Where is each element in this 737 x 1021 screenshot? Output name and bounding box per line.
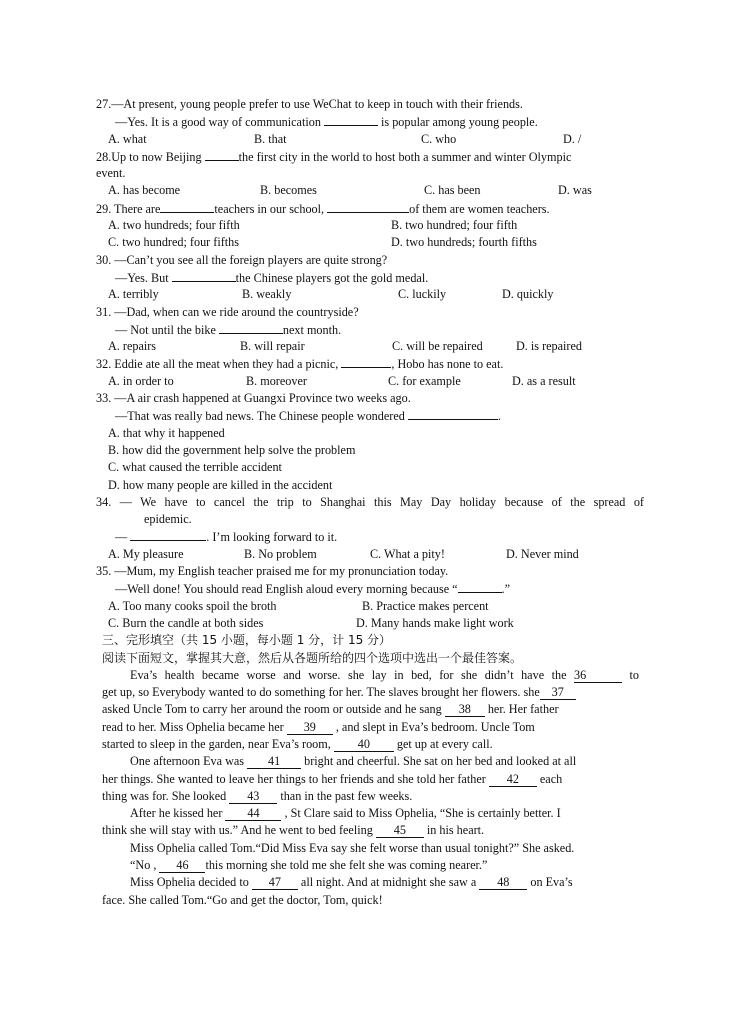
question-35-options-row1	[108, 598, 648, 615]
blank-44[interactable]: 44	[225, 806, 281, 821]
question-34-stem-cont: epidemic.	[144, 512, 192, 527]
option-a[interactable]: A. My pleasure	[108, 546, 184, 561]
passage-line: One afternoon Eva was 41 bright and cheerful. She sat on her bed and looked at all	[130, 754, 577, 769]
blank-46[interactable]: 46	[159, 858, 205, 873]
passage-line: “No , 46 this morning she told me she felt she was coming nearer.”	[130, 858, 488, 873]
option-c[interactable]: C. will be repaired	[392, 339, 483, 354]
option-d[interactable]: D. as a result	[512, 373, 576, 388]
question-27-options	[108, 131, 648, 148]
option-d[interactable]: D. was	[558, 183, 592, 198]
passage-line: After he kissed her 44 , St Clare said to Miss Ophelia, “She is certainly better. I	[130, 806, 561, 821]
question-28	[96, 148, 644, 183]
question-34-response: — . I’m looking forward to it.	[115, 530, 338, 545]
option-b[interactable]: B. becomes	[260, 183, 317, 198]
option-d[interactable]: D. Many hands make light work	[356, 615, 514, 630]
passage-line: Miss Ophelia called Tom.“Did Miss Eva say she felt worse than usual tonight?” She asked.	[130, 840, 575, 855]
option-b[interactable]: B. will repair	[240, 339, 305, 354]
option-b[interactable]: B. moreover	[246, 373, 307, 388]
blank-39[interactable]: 39	[287, 720, 333, 735]
passage-line: Eva’s health became worse and worse. she lay in bed, for she didn’t have the 36 to	[130, 667, 640, 682]
option-b[interactable]: B. that	[254, 131, 287, 146]
blank-36[interactable]: 36	[574, 668, 622, 683]
option-b[interactable]: B. two hundred; four fifth	[391, 218, 518, 233]
passage-line: think she will stay with us.” And he went to bed feeling 45 in his heart.	[102, 823, 485, 838]
question-31	[96, 304, 644, 339]
blank-42[interactable]: 42	[489, 772, 537, 787]
question-30-stem: 30. —Can’t you see all the foreign players are quite strong?	[96, 252, 388, 267]
option-c[interactable]: C. luckily	[398, 287, 447, 302]
passage-line: face. She called Tom.“Go and get the doctor, Tom, quick!	[102, 892, 383, 907]
answer-blank[interactable]	[327, 200, 409, 213]
option-c[interactable]: C. what caused the terrible accident	[108, 460, 282, 475]
option-a[interactable]: A. terribly	[108, 287, 159, 302]
question-28-options	[108, 182, 648, 199]
section-instruction: 阅读下面短文，掌握其大意，然后从各题所给的四个选项中选出一个最佳答案。	[102, 650, 523, 665]
question-27-response: —Yes. It is a good way of communication is popular among young people.	[115, 115, 538, 130]
option-d[interactable]: D. /	[563, 131, 582, 146]
question-35	[96, 563, 644, 598]
answer-blank[interactable]	[205, 148, 239, 161]
question-30-response: —Yes. But the Chinese players got the gold medal.	[115, 270, 429, 285]
answer-blank[interactable]	[130, 528, 206, 541]
question-31-options	[108, 338, 648, 355]
option-d[interactable]: D. two hundreds; fourth fifths	[391, 235, 537, 250]
question-33-response: —That was really bad news. The Chinese people wondered .	[115, 409, 501, 424]
passage-line: started to sleep in the garden, near Eva’s room, 40 get up at every call.	[102, 736, 493, 751]
blank-47[interactable]: 47	[252, 875, 298, 890]
passage-line: asked Uncle Tom to carry her around the room or outside and he sang 38 her. Her father	[102, 702, 559, 717]
answer-blank[interactable]	[160, 200, 214, 213]
question-34-stem: 34. — We have to cancel the trip to Shanghai this May Day holiday because of the spread of	[96, 494, 644, 509]
option-a[interactable]: A. what	[108, 131, 147, 146]
question-30	[96, 252, 644, 287]
blank-40[interactable]: 40	[334, 737, 394, 752]
section-title: 三、完形填空（共 15 小题，每小题 1 分，计 15 分）	[102, 633, 392, 648]
option-c[interactable]: C. What a pity!	[370, 546, 445, 561]
option-b[interactable]: B. Practice makes percent	[362, 598, 489, 613]
question-33	[96, 390, 644, 425]
question-35-response: —Well done! You should read English aloud every morning because “ .”	[115, 582, 511, 597]
passage-line: Miss Ophelia decided to 47 all night. And at midnight she saw a 48 on Eva’s	[130, 875, 573, 890]
question-34	[96, 494, 644, 546]
option-a[interactable]: A. repairs	[108, 339, 157, 354]
answer-blank[interactable]	[458, 580, 502, 593]
option-b[interactable]: B. No problem	[244, 546, 317, 561]
question-32-options	[108, 373, 648, 390]
option-d[interactable]: D. quickly	[502, 287, 554, 302]
question-29-options-row2	[108, 234, 648, 251]
blank-41[interactable]: 41	[247, 754, 301, 769]
question-32-stem: 32. Eddie ate all the meat when they had a picnic, , Hobo has none to eat.	[96, 357, 504, 372]
exam-page	[0, 96, 737, 909]
question-33-stem: 33. —A air crash happened at Guangxi Province two weeks ago.	[96, 391, 411, 406]
question-27-stem: 27.—At present, young people prefer to use WeChat to keep in touch with their friends.	[96, 97, 523, 111]
question-30-options	[108, 286, 648, 303]
option-c[interactable]: C. for example	[388, 373, 461, 388]
question-28-stem: 28.Up to now Beijing the first city in the world to host both a summer and winter Olympic	[96, 149, 572, 164]
option-a[interactable]: A. two hundreds; four fifth	[108, 218, 240, 233]
option-a[interactable]: A. has become	[108, 183, 181, 198]
blank-45[interactable]: 45	[376, 823, 424, 838]
question-35-options-row2	[108, 615, 648, 632]
option-a[interactable]: A. that why it happened	[108, 425, 225, 440]
answer-blank[interactable]	[324, 113, 378, 126]
passage-line: thing was for. She looked 43 than in the past few weeks.	[102, 788, 413, 803]
passage-line: read to her. Miss Ophelia became her 39 , and slept in Eva’s bedroom. Uncle Tom	[102, 719, 535, 734]
blank-38[interactable]: 38	[445, 702, 485, 717]
option-b[interactable]: B. how did the government help solve the problem	[108, 442, 356, 457]
option-c[interactable]: C. two hundred; four fifths	[108, 235, 239, 250]
question-34-options	[108, 546, 648, 563]
passage-line: her things. She wanted to leave her things to her friends and she told her father 42 each	[102, 771, 563, 786]
question-28-stem-cont: event.	[96, 166, 126, 181]
blank-48[interactable]: 48	[479, 875, 527, 890]
answer-blank[interactable]	[219, 321, 283, 334]
blank-37[interactable]: 37	[540, 685, 576, 700]
option-a[interactable]: A. in order to	[108, 373, 174, 388]
blank-43[interactable]: 43	[229, 789, 277, 804]
option-d[interactable]: D. is repaired	[516, 339, 582, 354]
option-c[interactable]: C. Burn the candle at both sides	[108, 615, 264, 630]
question-31-response: — Not until the bike next month.	[115, 322, 342, 337]
option-d[interactable]: D. how many people are killed in the accident	[108, 477, 333, 492]
option-c[interactable]: C. has been	[424, 183, 481, 198]
question-32	[96, 355, 644, 372]
answer-blank[interactable]	[341, 355, 391, 368]
question-35-stem: 35. —Mum, my English teacher praised me for my pronunciation today.	[96, 564, 449, 579]
question-27	[96, 96, 644, 131]
option-b[interactable]: B. weakly	[242, 287, 292, 302]
answer-blank[interactable]	[408, 407, 498, 420]
cloze-passage	[102, 667, 639, 909]
question-29	[96, 200, 644, 217]
question-31-stem: 31. —Dad, when can we ride around the countryside?	[96, 304, 359, 319]
question-29-options-row1	[108, 217, 648, 234]
option-d[interactable]: D. Never mind	[506, 546, 579, 561]
option-c[interactable]: C. who	[421, 131, 457, 146]
answer-blank[interactable]	[172, 269, 236, 282]
option-a[interactable]: A. Too many cooks spoil the broth	[108, 598, 277, 613]
passage-line: get up, so Everybody wanted to do something for her. The slaves brought her flowers. she 37	[102, 684, 639, 701]
question-29-stem: 29. There are teachers in our school, of them are women teachers.	[96, 201, 550, 216]
